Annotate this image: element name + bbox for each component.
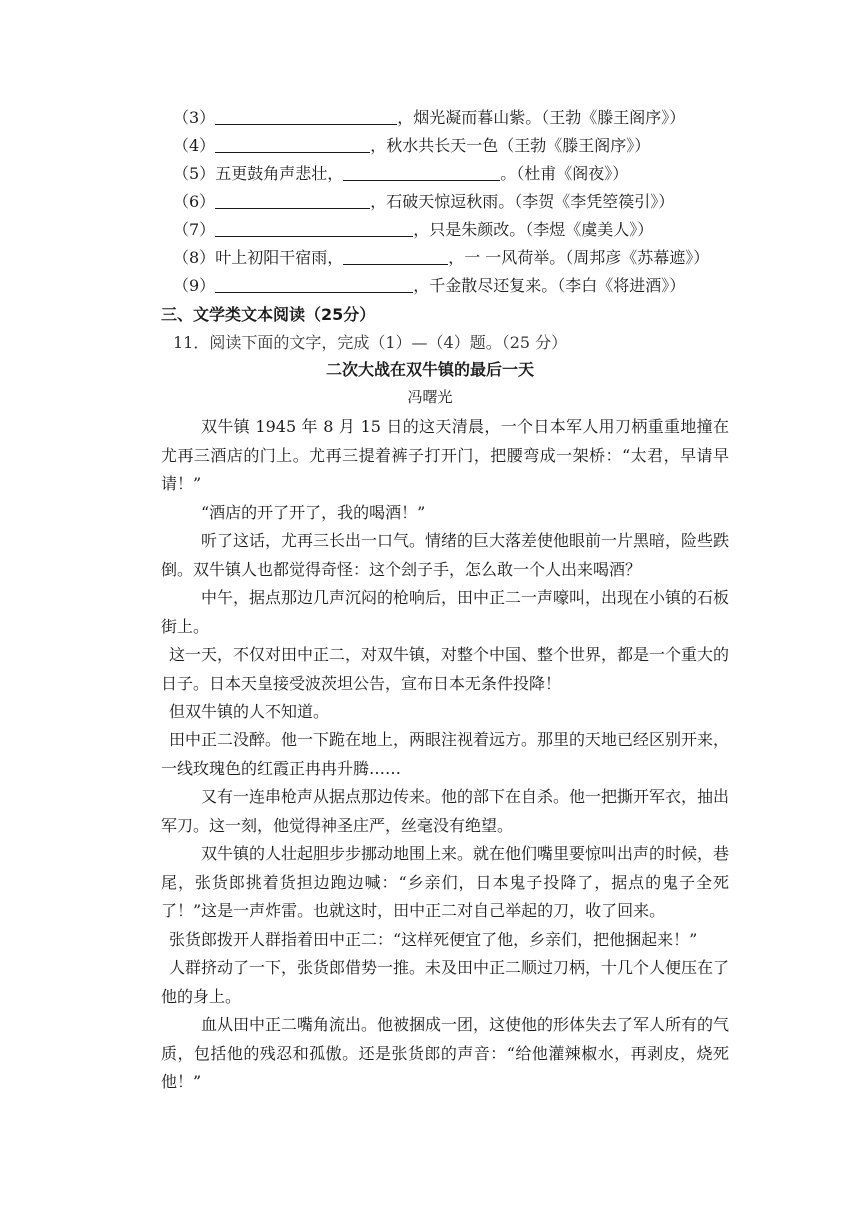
blank-item-6 <box>173 192 674 212</box>
item-text: ，一 一风荷举。（周邦彦《苏幕遮》） <box>448 248 710 267</box>
paragraph-6: 但双牛镇的人不知道。 <box>169 702 330 721</box>
item-number: （3） <box>173 108 216 127</box>
item-number: （6） <box>173 192 216 211</box>
answer-blank[interactable] <box>343 164 500 181</box>
answer-blank[interactable] <box>215 108 397 125</box>
paragraph-3: 听了这话，尤再三长出一口气。情绪的巨大落差使他眼前一片黑暗，险些跌倒。双牛镇人也都觉得奇怪：这个刽子手，怎么敢一个人出来喝酒？ <box>161 531 730 579</box>
blank-item-5 <box>173 164 628 184</box>
paragraph-5: 这一天，不仅对田中正二，对双牛镇，对整个中国、整个世界，都是一个重大的日子。日本天皇接受波茨坦公告，宣布日本无条件投降！ <box>161 645 730 693</box>
answer-blank[interactable] <box>215 220 413 237</box>
blank-item-7 <box>173 220 653 240</box>
answer-blank[interactable] <box>215 192 370 209</box>
item-number: （7） <box>173 220 216 239</box>
section-heading: 三、文学类文本阅读（25分） <box>161 305 376 324</box>
paragraph-1: 双牛镇 1945 年 8 月 15 日的这天清晨，一个日本军人用刀柄重重地撞在尤再三酒店的门上。尤再三提着裤子打开门，把腰弯成一架桥：“太君，早请早请！” <box>161 417 729 494</box>
answer-blank[interactable] <box>215 276 413 293</box>
article-author: 冯曙光 <box>407 388 453 406</box>
item-text-before: 叶上初阳干宿雨， <box>215 248 344 267</box>
item-text: ，秋水共长天一色（王勃《滕王阁序》） <box>370 136 651 155</box>
paragraph-2: “酒店的开了开了，我的喝酒！” <box>201 503 426 522</box>
paragraph-8: 又有一连串枪声从据点那边传来。他的部下在自杀。他一把撕开军衣，抽出军刀。这一刻，他觉得神圣庄严，丝毫没有绝望。 <box>161 787 730 835</box>
paragraph-4: 中午，据点那边几声沉闷的枪响后，田中正二一声嚎叫，出现在小镇的石板街上。 <box>161 588 730 636</box>
blank-item-3 <box>173 108 685 128</box>
item-number: （8） <box>173 248 216 267</box>
item-text-before: 五更鼓角声悲壮， <box>215 164 344 183</box>
paragraph-7: 田中正二没醉。他一下跪在地上，两眼注视着远方。那里的天地已经区别开来，一线玫瑰色的红霞正冉冉升腾…… <box>161 730 730 778</box>
item-text: ，石破天惊逗秋雨。（李贺《李凭箜篌引》） <box>370 192 675 211</box>
answer-blank[interactable] <box>343 248 448 265</box>
item-text: 。（杜甫《阁夜》） <box>500 164 629 183</box>
paragraph-11: 人群挤动了一下，张货郎借势一推。未及田中正二顺过刀柄，十几个人便压在了他的身上。 <box>161 958 730 1006</box>
item-text: ，只是朱颜改。（李煜《虞美人》） <box>413 220 654 239</box>
paragraph-10: 张货郎拨开人群指着田中正二：“这样死便宜了他，乡亲们，把他捆起来！” <box>169 930 698 949</box>
blank-item-4 <box>173 136 650 156</box>
item-number: （4） <box>173 136 216 155</box>
answer-blank[interactable] <box>215 136 370 153</box>
blank-item-9 <box>173 276 685 296</box>
paragraph-9: 双牛镇的人壮起胆步步挪动地围上来。就在他们嘴里要惊叫出声的时候，巷尾，张货郎挑着货担边跑边喊：“乡亲们，日本鬼子投降了，据点的鬼子全死了！”这是一声炸雷。也就这时，田中正二对自己举起的刀，收了回来。 <box>161 844 730 921</box>
article-title: 二次大战在双牛镇的最后一天 <box>325 360 534 379</box>
blank-item-8 <box>173 248 709 268</box>
question-instruction: 11．阅读下面的文字，完成（1）—（4）题。（25 分） <box>173 333 568 352</box>
item-text: ，千金散尽还复来。（李白《将进酒》） <box>413 276 686 295</box>
item-number: （5） <box>173 164 216 183</box>
item-text: ，烟光凝而暮山紫。（王勃《滕王阁序》） <box>397 108 686 127</box>
paragraph-12: 血从田中正二嘴角流出。他被捆成一团，这使他的形体失去了军人所有的气质，包括他的残忍和孤傲。还是张货郎的声音：“给他灌辣椒水，再剥皮，烧死他！” <box>161 1015 730 1092</box>
item-number: （9） <box>173 276 216 295</box>
